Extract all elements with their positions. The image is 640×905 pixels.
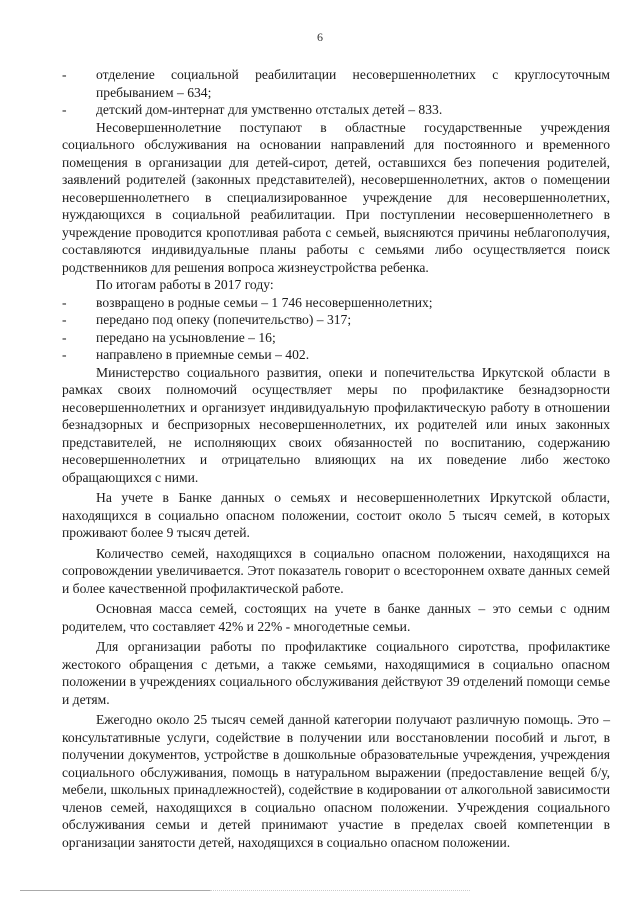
footer-divider — [210, 890, 470, 891]
list-item — [62, 294, 610, 312]
page-number: 6 — [317, 30, 323, 44]
paragraph: Ежегодно около 25 тысяч семей данной категории получают различную помощь. Это – консультативные услуги, содействие в получении или восстановлении пособий и льгот, в получении документов, устройстве в дошкольные образовательные учреждения, учреждения социального обслуживания, помощь в натуральном выражении (предоставление вещей б/у, мебели, школьных принадлежностей), содействие в кодировании от алкогольной зависимости членов семей, находящихся в социально опасном положении. Учреждения социального обслуживания семьи и детей принимают участие в пределах своей компетенции в организации занятости детей, находящихся в социально опасном положении. — [62, 712, 610, 850]
paragraph: Несовершеннолетние поступают в областные государственные учреждения социального обслуживания на основании направлений для постоянного и временного помещения в организации для детей-сирот, детей, оставшихся без попечения родителей, заявлений родителей (законных представителей), несовершеннолетних, актов о помещении несовершеннолетнего в специализированное учреждение для несовершеннолетних, нуждающихся в социальной реабилитации. При поступлении несовершеннолетнего в учреждение проводится кропотливая работа с семьей, выясняются причины неблагополучия, составляются индивидуальные планы работы с семьями либо осуществляется поиск родственников для решения вопроса жизнеустройства ребенка. — [62, 119, 610, 275]
list-item — [62, 311, 610, 329]
list-item — [62, 66, 610, 101]
list-item-text: детский дом-интернат для умственно отсталых детей – 833. — [96, 102, 443, 117]
list-item-text: передано на усыновление – 16; — [96, 329, 276, 345]
list-item-text: отделение социальной реабилитации несовершеннолетних с круглосуточным пребыванием – 634; — [96, 67, 610, 100]
list-item — [62, 329, 610, 347]
list-bullet: - — [62, 312, 67, 327]
list-bullet: - — [62, 294, 67, 310]
document-body — [62, 66, 610, 851]
paragraph: Министерство социального развития, опеки и попечительства Иркутской области в рамках своих полномочий осуществляет меры по профилактике безнадзорности несовершеннолетних и организует индивидуальную профилактическую работу в отношении безнадзорных и беспризорных несовершеннолетних, их родителей или иных законных представителей, не исполняющих своих обязанностей по воспитанию, содержанию несовершеннолетних и отрицательно влияющих на их поведение либо жестоко обращающихся с ними. — [62, 364, 610, 485]
paragraph: Основная масса семей, состоящих на учете в банке данных – это семьи с одним родителем, что составляет 42% и 22% - многодетные семьи. — [62, 601, 610, 634]
list-item-text: возвращено в родные семьи – 1 746 несовершеннолетних; — [96, 294, 433, 310]
list-item-text: передано под опеку (попечительство) – 317; — [96, 312, 352, 327]
list-bullet: - — [62, 102, 67, 117]
list-bullet: - — [62, 347, 67, 362]
paragraph: Для организации работы по профилактике социального сиротства, профилактике жестокого обращения с детьми, а также семьями, находящимися в социально опасном положении в учреждениях социального обслуживания действуют 39 отделений помощи семье и детям. — [62, 639, 610, 707]
list-bullet: - — [62, 67, 67, 82]
paragraph: По итогам работы в 2017 году: — [96, 277, 274, 292]
paragraph: На учете в Банке данных о семьях и несовершеннолетних Иркутской области, находящихся в социально опасном положении, состоит около 5 тысяч семей, в которых проживают более 9 тысяч детей. — [62, 490, 610, 540]
footer-divider — [20, 890, 210, 891]
list-item — [62, 346, 610, 364]
list-item — [62, 101, 610, 119]
paragraph: Количество семей, находящихся в социально опасном положении, находящихся на сопровождении увеличивается. Этот показатель говорит о всестороннем охвате данных семей и более качественной профилактической работе. — [62, 545, 610, 596]
list-item-text: направлено в приемные семьи – 402. — [96, 347, 310, 362]
list-bullet: - — [62, 329, 67, 345]
